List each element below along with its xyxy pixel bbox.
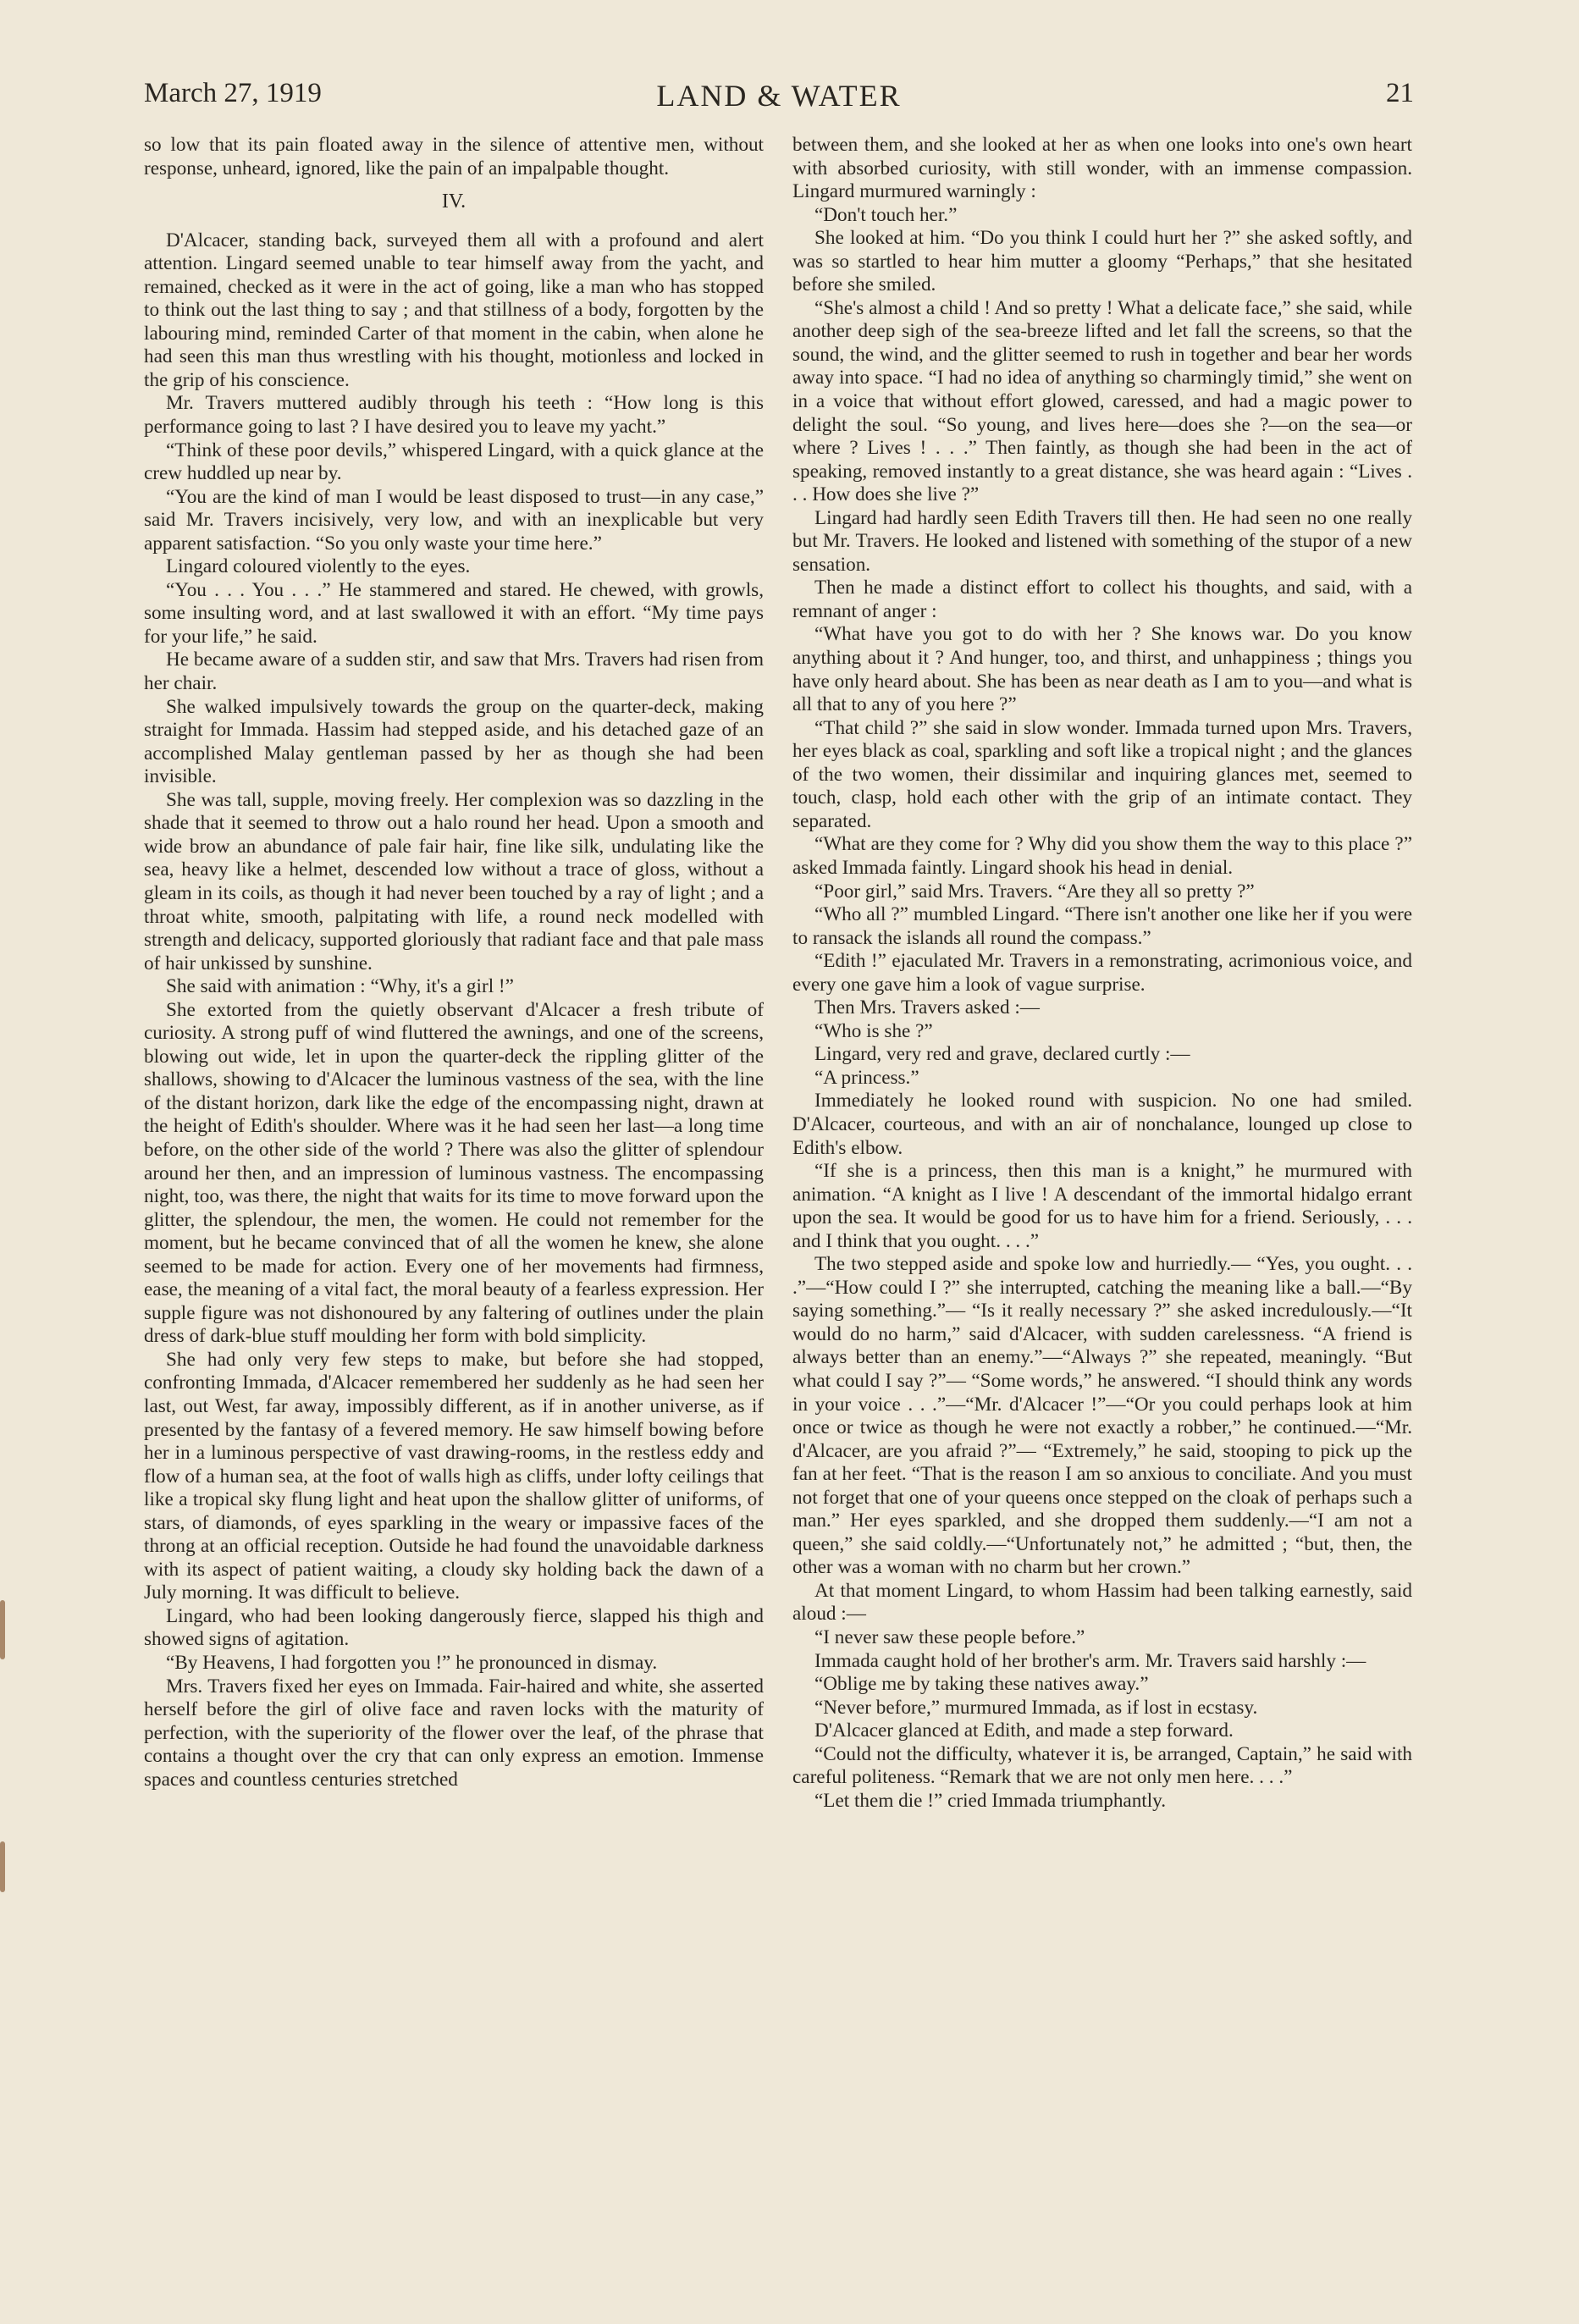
paragraph: D'Alcacer glanced at Edith, and made a step forward. — [814, 1720, 1234, 1742]
paragraph: “What are they come for ? Why did you show them the way to this place ?” asked Immada faintly. Lingard shook his head in denial. — [792, 833, 1412, 879]
paragraph: “A princess.” — [814, 1066, 919, 1089]
paragraph: “Let them die !” cried Immada triumphantly. — [814, 1789, 1167, 1812]
left-column — [144, 134, 764, 1791]
paragraph: She had only very few steps to make, but before she had stopped, confronting Immada, d'Alcacer remembered her suddenly as he had seen her last, out West, far away, impossibly different, as if in another universe, as if presented by the fantasy of a fevered memory. He saw himself bowing before her in a luminous perspective of vast drawing-rooms, in the restless eddy and flow of a human sea, at the foot of walls high as cliffs, under lofty ceilings that like a tropical sky flung light and heat upon the shallow glitter of uniforms, of stars, of diamonds, of eyes sparkling in the weary or impassive faces of the throng at an official reception. Outside he had found the unavoidable darkness with its aspect of patient waiting, a cloudy sky holding back the dawn of a July morning. It was difficult to believe. — [144, 1348, 764, 1604]
paragraph: Then he made a distinct effort to collect his thoughts, and said, with a remnant of anger : — [792, 577, 1412, 622]
paragraph: “If she is a princess, then this man is a knight,” he murmured with animation. “A knight as I live ! A descendant of the immortal hidalgo errant upon the sea. It would be good for us to have him for a friend. Seriously, . . . and I think that you ought. . . .” — [792, 1160, 1412, 1252]
paragraph: She said with animation : “Why, it's a girl !” — [166, 975, 514, 998]
paragraph: D'Alcacer, standing back, surveyed them all with a profound and alert attention. Lingard seemed unable to tear himself away from the yacht, and remained, checked as it were in the act of going, like a man who has stopped to think out the last thing to say ; and that stillness of a body, forgotten by the labouring mind, reminded Carter of that moment in the cabin, when alone he had seen this man thus wrestling with his thought, motionless and locked in the grip of his conscience. — [144, 229, 764, 391]
paragraph: Then Mrs. Travers asked :— — [814, 996, 1040, 1019]
paragraph: so low that its pain floated away in the silence of attentive men, without response, unheard, ignored, like the pain of an impalpable thought. — [144, 134, 764, 179]
paragraph: Lingard, who had been looking dangerously fierce, slapped his thigh and showed signs of agitation. — [144, 1604, 764, 1651]
publication-title: LAND & WATER — [656, 79, 902, 113]
paragraph: “Who all ?” mumbled Lingard. “There isn't another one like her if you were to ransack the islands all round the compass.” — [792, 903, 1412, 949]
paragraph: Mrs. Travers fixed her eyes on Immada. Fair-haired and white, she asserted herself before the girl of olive face and raven locks with the maturity of perfection, with the superiority of the flower over the leaf, of the phrase that contains a thought over the cry that can only express an emotion. Immense spaces and countless centuries stretched — [144, 1675, 764, 1791]
paragraph: “Oblige me by taking these natives away.” — [814, 1673, 1149, 1696]
paragraph: She walked impulsively towards the group on the quarter-deck, making straight for Immada. Hassim had stepped aside, and his detached gaze of an accomplished Malay gentleman passed by her as though she had been invisible. — [144, 695, 764, 788]
paragraph: “Poor girl,” said Mrs. Travers. “Are they all so pretty ?” — [814, 880, 1255, 903]
paragraph: She extorted from the quietly observant d'Alcacer a fresh tribute of curiosity. A strong puff of wind fluttered the awnings, and one of the screens, blowing out wide, let in upon the quarter-deck the rippling glitter of the shallows, showing to d'Alcacer the luminous vastness of the sea, with the line of the distant horizon, dark like the edge of the encompassing night, drawn at the height of Edith's shoulder. Where was it he had seen her last—a long time before, on the other side of the world ? There was also the glitter of splendour around her then, and an impression of luminous vastness. The encompassing night, too, was there, the night that waits for its time to move forward upon the glitter, the splendour, the men, the women. He could not remember for the moment, but he became convinced that of all the women he knew, she alone seemed to be made for action. Every one of her movements had firmness, ease, the meaning of a vital fact, the moral beauty of a fearless expression. Her supple figure was not dishonoured by any faltering of outlines under the plain dress of dark-blue stuff moulding her form with bold simplicity. — [144, 998, 764, 1348]
right-column — [792, 134, 1412, 1813]
section-heading: IV. — [441, 190, 467, 213]
paragraph: “Edith !” ejaculated Mr. Travers in a remonstrating, acrimonious voice, and every one gave him a look of vague surprise. — [792, 950, 1412, 996]
paragraph: “She's almost a child ! And so pretty ! What a delicate face,” she said, while another deep sigh of the sea-breeze lifted and let fall the screens, so that the sound, the wind, and the glitter seemed to rush in together and bear her words away into space. “I had no idea of anything so charmingly timid,” she went on in a voice that without effort glowed, caressed, and had a magic power to delight the soul. “So young, and lives here—does she ?—on the sea—or where ? Lives ! . . .” Then faintly, as though she had been in the act of speaking, removed instantly to a great distance, she was heard again : “Lives . . . How does she live ?” — [792, 296, 1412, 506]
page-header — [144, 78, 1414, 120]
paragraph: “Who is she ?” — [814, 1019, 933, 1042]
paragraph: “Don't touch her.” — [814, 203, 958, 226]
paragraph: He became aware of a sudden stir, and saw that Mrs. Travers had risen from her chair. — [144, 649, 764, 695]
paragraph: “You are the kind of man I would be least disposed to trust—in any case,” said Mr. Travers incisively, very low, and with an inexplicable but very apparent satisfaction. “So you only waste your time here.” — [144, 485, 764, 555]
paragraph: “You . . . You . . .” He stammered and stared. He chewed, with growls, some insulting word, and at last swallowed it with an effort. “My time pays for your life,” he said. — [144, 578, 764, 648]
paragraph: “What have you got to do with her ? She knows war. Do you know anything about it ? And hunger, too, and thirst, and unhappiness ; things you have only heard about. She has been as near death as I am to you—and what is all that to any of you here ?” — [792, 623, 1412, 716]
paragraph: She was tall, supple, moving freely. Her complexion was so dazzling in the shade that it seemed to throw out a halo round her head. Upon a smooth and wide brow an abundance of pale fair hair, fine like silk, undulating like the sea, heavy like a helmet, descended low without a trace of gloss, without a gleam in its coils, as though it had never been touched by a ray of light ; and a throat white, smooth, palpitating with life, a round neck modelled with strength and delicacy, supported gloriously that radiant face and that pale mass of hair unkissed by sunshine. — [144, 788, 764, 974]
paragraph: Immediately he looked round with suspicion. No one had smiled. D'Alcacer, courteous, and with an air of nonchalance, lounged up close to Edith's elbow. — [792, 1090, 1412, 1159]
paragraph: Lingard, very red and grave, declared curtly :— — [814, 1043, 1190, 1066]
page-number: 21 — [1386, 78, 1414, 108]
paragraph: between them, and she looked at her as when one looks into one's own heart with absorbed curiosity, with still wonder, with an immense compassion. Lingard murmured warningly : — [792, 134, 1412, 203]
issue-date: March 27, 1919 — [144, 78, 322, 108]
paragraph: “By Heavens, I had forgotten you !” he pronounced in dismay. — [166, 1652, 658, 1674]
paragraph: Immada caught hold of her brother's arm. Mr. Travers said harshly :— — [814, 1649, 1366, 1672]
paragraph: Lingard coloured violently to the eyes. — [166, 555, 471, 578]
paper-stain — [0, 1600, 5, 1659]
paragraph: Lingard had hardly seen Edith Travers till then. He had seen no one really but Mr. Travers. He looked and listened with something of the stupor of a new sensation. — [792, 506, 1412, 576]
paragraph: “I never saw these people before.” — [814, 1626, 1085, 1648]
paragraph: “That child ?” she said in slow wonder. Immada turned upon Mrs. Travers, her eyes black as coal, sparkling and soft like a tropical night ; and the glances of the two women, their dissimilar and inquiring glances met, seemed to touch, clasp, hold each other with the grip of an intimate contact. They separated. — [792, 716, 1412, 832]
paragraph: “Think of these poor devils,” whispered Lingard, with a quick glance at the crew huddled up near by. — [144, 439, 764, 485]
paper-stain — [0, 1841, 5, 1892]
paragraph: “Could not the difficulty, whatever it is, be arranged, Captain,” he said with careful politeness. “Remark that we are not only men here. . . .” — [792, 1742, 1412, 1789]
paragraph: At that moment Lingard, to whom Hassim had been talking earnestly, said aloud :— — [792, 1579, 1412, 1626]
paragraph: She looked at him. “Do you think I could hurt her ?” she asked softly, and was so startled to hear him mutter a gloomy “Perhaps,” that she hesitated before she smiled. — [792, 227, 1412, 296]
paragraph: “Never before,” murmured Immada, as if lost in ecstasy. — [814, 1696, 1258, 1719]
paragraph: The two stepped aside and spoke low and hurriedly.— “Yes, you ought. . . .”—“How could I ?” she interrupted, catching the meaning like a ball.—“By saying something.”— “Is it really necessary ?” she asked incredulously.—“It would do no harm,” said d'Alcacer, with sudden carelessness. “A friend is always better than an enemy.”—“Always ?” she repeated, meaningly. “But what could I say ?”— “Some words,” he answered. “I should think any words in your voice . . .”—“Mr. d'Alcacer !”—“Or you could perhaps look at him once or twice as though he were not exactly a robber,” he continued.—“Mr. d'Alcacer, are you afraid ?”— “Extremely,” he said, stooping to pick up the fan at her feet. “That is the reason I am so anxious to conciliate. And you must not forget that one of your queens once stepped on the cloak of perhaps such a man.” Her eyes sparkled, and she dropped them suddenly.—“I am not a queen,” she said coldly.—“Unfortunately not,” he admitted ; “but, then, the other was a woman with no charm but her crown.” — [792, 1253, 1412, 1579]
paragraph: Mr. Travers muttered audibly through his teeth : “How long is this performance going to last ? I have desired you to leave my yacht.” — [144, 392, 764, 439]
